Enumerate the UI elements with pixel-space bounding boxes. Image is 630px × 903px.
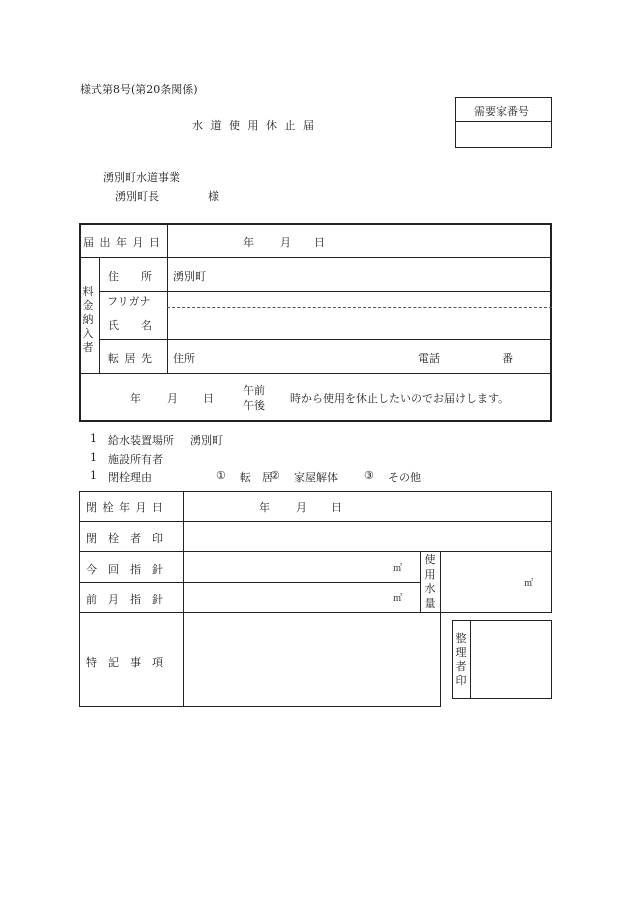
item1-number: 1 [90,432,97,445]
current-reading-unit: ㎥ [393,564,403,574]
phone-suffix: 番 [502,352,513,365]
move-address-field[interactable] [200,343,410,369]
stop-month: 月 [167,392,178,405]
current-reading-field[interactable] [188,555,388,577]
reason-move-label: 転 居 [240,471,273,484]
reason-other-mark[interactable]: ③ [364,469,374,482]
move-address-label: 住所 [173,352,195,365]
item2-label: 施設所有者 [108,453,163,466]
notification-date-label: 届 出 年 月 日 [83,236,161,249]
close-day: 日 [331,501,342,514]
move-label: 転 居 先 [108,352,153,365]
furigana-label: フリガナ [107,295,151,308]
address-value: 湧別町 [173,270,206,283]
reason-other-label: その他 [388,471,421,484]
closer-seal-field[interactable] [188,525,548,547]
stop-statement: 時から使用を休止したいのでお届けします。 [290,392,510,405]
payer-label: 料金納入者 [82,285,94,354]
current-reading-label: 今 回 指 針 [86,563,163,576]
furigana-field[interactable] [172,293,547,305]
name-field[interactable] [172,311,547,336]
stop-day: 日 [203,392,214,405]
close-month: 月 [296,501,307,514]
reason-demolition-mark[interactable]: ② [270,469,280,482]
address-field[interactable] [210,261,547,287]
previous-reading-field[interactable] [188,586,388,608]
address-label: 住 所 [108,270,152,283]
am-label[interactable]: 午前 [243,384,265,397]
notification-date-field[interactable] [172,229,547,253]
handler-seal-label: 整理者印 [455,632,467,687]
pm-label[interactable]: 午後 [243,399,265,412]
previous-reading-unit: ㎥ [393,594,403,604]
phone-field[interactable] [444,343,499,369]
phone-label: 電話 [418,352,440,365]
notes-field[interactable] [188,617,436,702]
item3-label: 閉栓理由 [108,471,152,484]
notification-year: 年 [243,236,254,249]
usage-field[interactable] [445,555,520,609]
form-number: 様式第8号(第20条関係) [80,83,198,96]
addressee-title: 湧別町長 [115,190,159,203]
customer-number-label: 需要家番号 [474,105,529,118]
notes-label: 特 記 事 項 [86,656,163,669]
item1-label: 給水装置場所 [108,434,174,447]
item3-number: 1 [90,469,97,482]
notification-day: 日 [314,236,325,249]
addressee-org: 湧別町水道事業 [103,171,180,184]
handler-seal-field[interactable] [474,624,548,695]
closer-seal-label: 閉 栓 者 印 [86,532,163,545]
notification-month: 月 [280,236,291,249]
close-year: 年 [259,501,270,514]
reason-demolition-label: 家屋解体 [294,471,338,484]
stop-year: 年 [130,392,141,405]
name-label: 氏 名 [108,319,152,332]
page-title: 水 道 使 用 休 止 届 [192,119,316,132]
honorific: 様 [208,190,219,203]
usage-unit: ㎥ [524,579,534,589]
item1-value: 湧別町 [190,434,223,447]
item2-number: 1 [90,451,97,464]
close-date-field[interactable] [188,495,548,517]
customer-number-field[interactable] [458,124,548,146]
usage-label: 使用水量 [424,553,436,610]
reason-move-mark[interactable]: ① [216,469,226,482]
close-date-label: 閉 栓 年 月 日 [86,501,164,514]
previous-reading-label: 前 月 指 針 [86,593,163,606]
